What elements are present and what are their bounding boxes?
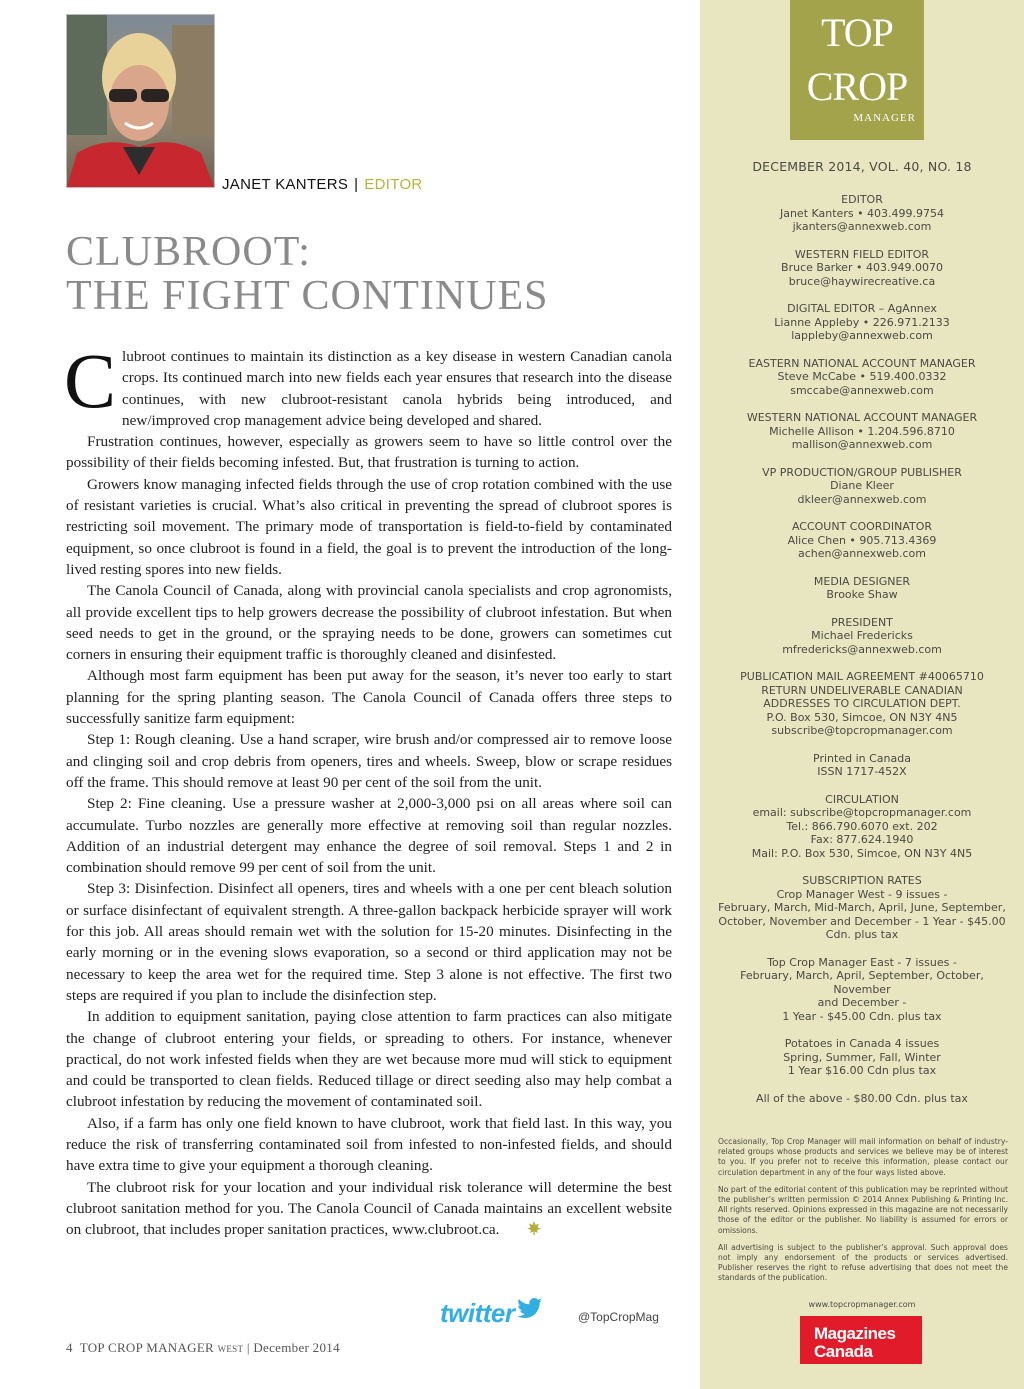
- paragraph: Clubroot continues to maintain its distinction as a key disease in western Canadian canola crops. Its continued march into new fields each year ensures that research into the disease continues, with new clubroot-resistant canola hybrids being introduced, and new/improved crop management advice being developed and shared.: [64, 337, 672, 429]
- staff-title: EDITOR: [841, 193, 883, 206]
- staff-entry: [710, 1092, 1014, 1106]
- drop-cap: C: [64, 337, 117, 424]
- issue-info: DECEMBER 2014, VOL. 40, NO. 18: [752, 159, 972, 174]
- author-photo: [66, 14, 215, 188]
- staff-title: SUBSCRIPTION RATES: [802, 874, 922, 887]
- folio-edition: WEST: [217, 1344, 244, 1354]
- fine-print: [718, 1137, 1008, 1291]
- twitter-handle[interactable]: @TopCropMag: [578, 1310, 659, 1324]
- masthead-sidebar: [700, 0, 1024, 1389]
- staff-line: Cdn. plus tax: [825, 928, 899, 941]
- paragraph: Step 3: Disinfection. Disinfect all openers, tires and wheels with a one per cent bleach solution or surface disinfectant of equivalent strength. A three-gallon backpack herbicide sprayer will work for this job. All areas should remain wet with the solution for 15-20 minutes. Disinfecting in the early morning or in the evening slows evaporation, so a second or third application may not be necessary to keep the area wet for the required time. Step 3 alone is not effective. The first two steps are required if you plan to include the disinfection step.: [66, 880, 672, 1004]
- staff-line: 1 Year $16.00 Cdn plus tax: [787, 1064, 937, 1077]
- staff-entry: [710, 193, 1014, 234]
- staff-entry: [710, 616, 1014, 657]
- staff-line: February, March, April, September, October, November: [740, 969, 984, 996]
- staff-line: email: subscribe@topcropmanager.com: [752, 806, 972, 819]
- author-name: JANET KANTERS: [222, 176, 349, 193]
- byline-separator: |: [354, 176, 359, 193]
- staff-line: RETURN UNDELIVERABLE CANADIAN: [761, 683, 963, 697]
- paragraph: Step 1: Rough cleaning. Use a hand scraper, wire brush and/or compressed air to remove loose and clinging soil and crop debris from openers, tires and wheels. Sweep, blow or scrape residues off the frame. This should remove at least 90 per cent of the soil from the unit.: [66, 731, 672, 791]
- paragraph: Step 2: Fine cleaning. Use a pressure washer at 2,000-3,000 psi on all areas where soil can accumulate. Turbo nozzles are generally more effective at removing soil than regular nozzles. Addition of an industrial detergent may enhance the degree of soil removal. Steps 1 and 2 in combination should remove 99 per cent of soil from the unit.: [66, 795, 672, 877]
- paragraph: In addition to equipment sanitation, paying close attention to farm practices can also mitigate the change of clubroot entering your fields, or spreading to others. For instance, whenever practical, do not work infested fields when they are wet because more mud will stick to equipment and could be transported to clean fields. Reduced tillage or direct seeding also may help combat a clubroot infestation by reducing the movement of contaminated soil.: [66, 1008, 672, 1111]
- twitter-wordmark: twitter: [440, 1298, 515, 1328]
- staff-line: Michael Fredericks: [811, 629, 913, 642]
- staff-title: Printed in Canada: [813, 751, 911, 765]
- staff-line: Bruce Barker • 403.949.0070: [781, 261, 943, 274]
- staff-line: subscribe@topcropmanager.com: [771, 724, 953, 737]
- staff-line: ISSN 1717-452X: [817, 765, 907, 778]
- staff-line: dkleer@annexweb.com: [797, 492, 927, 506]
- staff-line: Crop Manager West - 9 issues -: [776, 887, 948, 901]
- staff-line: Mail: P.O. Box 530, Simcoe, ON N3Y 4N5: [751, 846, 973, 860]
- headline-line-2: THE FIGHT CONTINUES: [66, 273, 549, 319]
- paragraph: Frustration continues, however, especially as growers seem to have so little control over the possibility of their fields becoming infested. But, that frustration is turning to action.: [66, 433, 672, 472]
- staff-title: DIGITAL EDITOR – AgAnnex: [787, 302, 937, 315]
- paragraph: Although most farm equipment has been put away for the season, it’s never too early to start planning for the spring planting season. The Canola Council of Canada offers three steps to successfully sanitize farm equipment:: [66, 667, 672, 728]
- staff-title: Potatoes in Canada 4 issues: [784, 1037, 940, 1050]
- staff-line: bruce@haywirecreative.ca: [788, 274, 936, 288]
- staff-title: VP PRODUCTION/GROUP PUBLISHER: [762, 465, 962, 479]
- staff-line: Janet Kanters • 403.499.9754: [779, 206, 945, 220]
- folio-magazine: TOP CROP MANAGER: [79, 1340, 215, 1355]
- article-body: [64, 337, 672, 1242]
- headline: [66, 230, 549, 318]
- staff-list: [710, 193, 1014, 1119]
- staff-entry: [710, 575, 1014, 602]
- staff-entry: [710, 874, 1014, 942]
- staff-line: smccabe@annexweb.com: [790, 383, 934, 397]
- twitter-bird-icon: [517, 1298, 543, 1318]
- byline: [222, 176, 423, 193]
- fine-print-paragraph: No part of the editorial content of this publication may be reprinted without the publisher’s written permission © 2014 Annex Publishing & Printing Inc. All rights reserved. Opinions expressed in this magazine are not necessarily those of the editor or the publisher. No liability is assumed for errors or omissions.: [718, 1184, 1008, 1235]
- staff-entry: [710, 248, 1014, 289]
- staff-line: ADDRESSES TO CIRCULATION DEPT.: [763, 697, 961, 710]
- staff-line: jkanters@annexweb.com: [792, 220, 932, 233]
- staff-line: Tel.: 866.790.6070 ext. 202: [786, 819, 938, 833]
- staff-title: PRESIDENT: [831, 615, 893, 629]
- staff-line: Diane Kleer: [830, 479, 894, 492]
- staff-line: Spring, Summer, Fall, Winter: [783, 1050, 941, 1064]
- staff-title: MEDIA DESIGNER: [813, 574, 911, 588]
- author-role: EDITOR: [364, 176, 423, 193]
- paragraph: The Canola Council of Canada, along with provincial canola specialists and crop agronomists, all provide excellent tips to help growers decrease the possibility of clubroot infestation. But when seed needs to get in the ground, or the spraying needs to be done, growers can sometimes cut corners in ensuring their equipment traffic is thoroughly cleaned and disinfested.: [66, 582, 672, 664]
- staff-line: mallison@annexweb.com: [791, 438, 933, 451]
- staff-title: CIRCULATION: [825, 792, 899, 806]
- staff-line: Brooke Shaw: [826, 588, 898, 601]
- paragraph: Growers know managing infected fields through the use of crop rotation combined with the use of resistant varieties is crucial. What’s also critical in preventing the spread of clubroot spores is restricting soil movement. The primary mode of transportation is field-to-field by contaminated equipment, so once clubroot is found in a field, the goal is to prevent the introduction of the long-lived resting spores into new fields.: [66, 475, 672, 578]
- staff-line: mfredericks@annexweb.com: [782, 642, 942, 656]
- page-number: 4: [66, 1340, 73, 1355]
- staff-title: WESTERN NATIONAL ACCOUNT MANAGER: [746, 411, 978, 424]
- staff-line: achen@annexweb.com: [797, 547, 926, 560]
- staff-line: October, November and December - 1 Year - $45.00: [718, 914, 1006, 928]
- paragraph: The clubroot risk for your location and your individual risk tolerance will determine the best clubroot sanitation method for you. The Canola Council of Canada maintains an excellent website on clubroot, that includes proper sanitation practices, www.clubroot.ca.: [66, 1177, 672, 1242]
- top-crop-manager-logo: TOP CROP MANAGER: [790, 0, 924, 140]
- staff-entry: [710, 1037, 1014, 1078]
- staff-title: EASTERN NATIONAL ACCOUNT MANAGER: [748, 356, 976, 370]
- staff-title: Top Crop Manager East - 7 issues -: [767, 955, 957, 969]
- staff-entry: [710, 520, 1014, 561]
- leaf-end-mark-icon: [505, 1220, 542, 1242]
- staff-line: Steve McCabe • 519.400.0332: [777, 370, 947, 383]
- staff-title: WESTERN FIELD EDITOR: [794, 247, 930, 261]
- staff-entry: [710, 466, 1014, 507]
- staff-title: PUBLICATION MAIL AGREEMENT #40065710: [740, 670, 984, 683]
- staff-line: Lianne Appleby • 226.971.2133: [774, 315, 950, 329]
- staff-title: All of the above - $80.00 Cdn. plus tax: [756, 1091, 968, 1105]
- staff-line: 1 Year - $45.00 Cdn. plus tax: [782, 1009, 942, 1023]
- staff-line: lappleby@annexweb.com: [791, 329, 933, 342]
- fine-print-paragraph: All advertising is subject to the publisher’s approval. Such approval does not imply any endorsement of the products or services advertised. Publisher reserves the right to refuse advertising that does not meet the standards of the publication.: [718, 1242, 1008, 1283]
- paragraph: Also, if a farm has only one field known to have clubroot, work that field last. In this way, you reduce the risk of transferring contaminated soil from infested to non-infested fields, and should have extra time to give your equipment a thorough cleaning.: [66, 1114, 672, 1175]
- staff-entry: [710, 357, 1014, 398]
- staff-line: and December -: [817, 996, 907, 1009]
- page-folio: [66, 1340, 340, 1356]
- staff-entry: [710, 752, 1014, 779]
- staff-entry: [710, 670, 1014, 738]
- website-link[interactable]: www.topcropmanager.com: [808, 1300, 916, 1309]
- staff-entry: [710, 302, 1014, 343]
- staff-entry: [710, 793, 1014, 861]
- fine-print-paragraph: Occasionally, Top Crop Manager will mail information on behalf of industry-related groups whose products and services we believe may be of interest to you. If you prefer not to receive this information, please contact our circulation department in any of the four ways listed above.: [718, 1137, 1008, 1177]
- staff-entry: [710, 956, 1014, 1024]
- headline-line-1: CLUBROOT:: [66, 229, 311, 275]
- staff-line: Fax: 877.624.1940: [810, 833, 914, 846]
- staff-line: Alice Chen • 905.713.4369: [787, 533, 937, 547]
- staff-entry: [710, 411, 1014, 452]
- staff-line: February, March, Mid-March, April, June, September,: [718, 901, 1006, 914]
- magazines-canada-logo: Magazines Canada: [800, 1316, 922, 1364]
- folio-date: December 2014: [253, 1340, 340, 1355]
- staff-title: ACCOUNT COORDINATOR: [791, 520, 933, 533]
- staff-line: P.O. Box 530, Simcoe, ON N3Y 4N5: [766, 710, 958, 724]
- twitter-promo[interactable]: [440, 1298, 659, 1329]
- folio-separator: |: [246, 1340, 250, 1355]
- staff-line: Michelle Allison • 1.204.596.8710: [769, 424, 955, 438]
